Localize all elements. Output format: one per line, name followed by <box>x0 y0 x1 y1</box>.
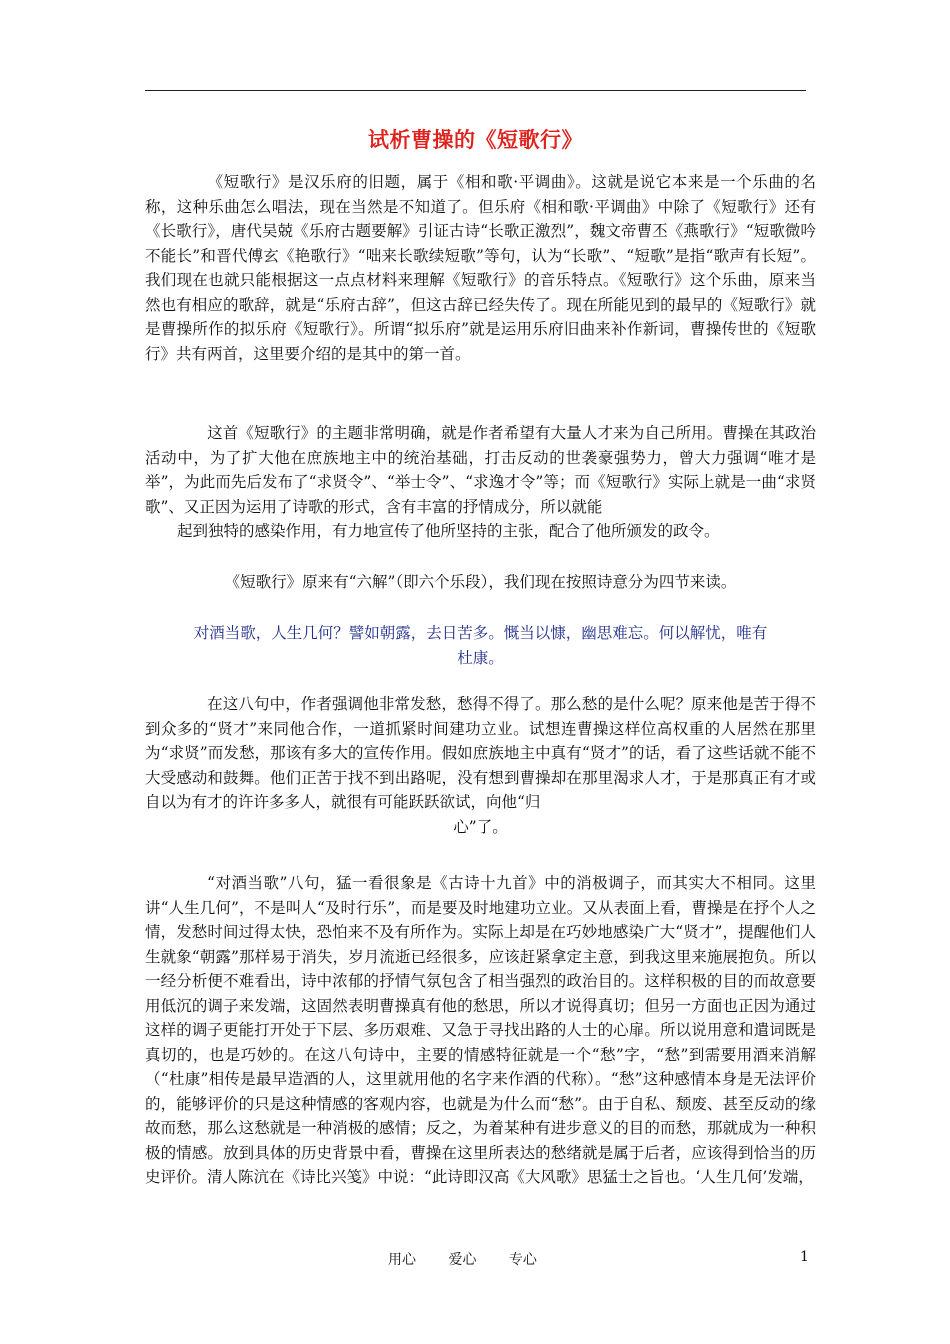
footer-motto-3: 专心 <box>508 1252 537 1268</box>
paragraph-3: 《短歌行》原来有“六解”（即六个乐段），我们现在按照诗意分为四节来读。 <box>224 573 737 591</box>
paragraph-5-text: “对酒当歌”八句，猛一看很象是《古诗十九首》中的消极调子，而其实大不相同。这里讲“人生几何”，不是叫人“及时行乐”，而是要及时地建功立业。又从表面上看，曹操是在抒个人之情，发愁时间过得太快，恐怕来不及有所作为。实际上却是在巧妙地感染广大“贤才”，提醒他们人生就象“朝露”那样易于消失，岁月流逝已经很多，应该赶紧拿定主意，到我这里来施展抱负。所以一经分析便不难看出，诗中浓郁的抒情气氛包含了相当强烈的政治目的。这样积极的目的而故意要用低沉的调子来发端，这固然表明曹操真有他的愁思，所以才说得真切；但另一方面也正因为通过这样的调子更能打开处于下层、多历艰难、又急于寻找出路的人士的心扉。所以说用意和遣词既是真切的，也是巧妙的。在这八句诗中，主要的情感特征就是一个“愁”字，“愁”到需要用酒来消解（“杜康”相传是最早造酒的人，这里就用他的名字来作酒的代称）。“愁”这种感情本身是无法评价的，能够评价的只是这种情感的客观内容，也就是为什么而“愁”。由于自私、颓废、甚至反动的缘故而愁，那么这愁就是一种消极的感情；反之，为着某种有进步意义的目的而愁，那就成为一种积极的情感。放到具体的历史背景中看，曹操在这里所表达的愁绪就是属于后者，应该得到恰当的历史评价。清人陈沆在《诗比兴笺》中说：“此诗即汉高《大风歌》思猛士之旨也。‘人生几何’发端， <box>145 874 816 1186</box>
paragraph-4 <box>145 692 816 839</box>
paragraph-5 <box>145 871 816 1190</box>
footer-motto-2: 爱心 <box>448 1252 477 1268</box>
page-number: 1 <box>800 1249 809 1265</box>
paragraph-2 <box>145 421 816 544</box>
page-title: 试析曹操的《短歌行》 <box>368 128 583 152</box>
paragraph-1 <box>145 170 816 366</box>
footer-motto <box>388 1249 565 1269</box>
poem-line-2: 杜康。 <box>457 648 504 667</box>
paragraph-2-last-line: 起到独特的感染作用，有力地宣传了他所坚持的主张，配合了他所颁发的政令。 <box>177 522 720 540</box>
header-rule <box>145 90 806 91</box>
paragraph-1-text: 《短歌行》是汉乐府的旧题，属于《相和歌·平调曲》。这就是说它本来是一个乐曲的名称，这种乐曲怎么唱法，现在当然是不知道了。但乐府《相和歌·平调曲》中除了《短歌行》还有《长歌行》，唐代吴兢《乐府古题要解》引证古诗“长歌正激烈”，魏文帝曹丕《燕歌行》“短歌微吟不能长”和晋代傅玄《艳歌行》“咄来长歌续短歌”等句，认为“长歌”、“短歌”是指“歌声有长短”。我们现在也就只能根据这一点点材料来理解《短歌行》的音乐特点。《短歌行》这个乐曲，原来当然也有相应的歌辞，就是“乐府古辞”，但这古辞已经失传了。现在所能见到的最早的《短歌行》就是曹操所作的拟乐府《短歌行》。所谓“拟乐府”就是运用乐府旧曲来补作新词，曹操传世的《短歌行》共有两首，这里要介绍的是其中的第一首。 <box>145 173 816 363</box>
poem-line-1: 对酒当歌，人生几何？譬如朝露，去日苦多。慨当以慷，幽思难忘。何以解忧，唯有 <box>193 624 768 642</box>
poem-quote <box>145 621 816 670</box>
paragraph-2-text: 这首《短歌行》的主题非常明确，就是作者希望有大量人才来为自己所用。曹操在其政治活动中，为了扩大他在庶族地主中的统治基础，打击反动的世袭豪强势力，曾大力强调“唯才是举”，为此而先后发布了“求贤令”、“举士令”、“求逸才令”等；而《短歌行》实际上就是一曲“求贤歌”、又正因为运用了诗歌的形式，含有丰富的抒情成分，所以就能 <box>145 424 816 516</box>
footer-motto-1: 用心 <box>388 1252 416 1268</box>
paragraph-4-end: 心”了。 <box>453 817 508 836</box>
paragraph-4-text: 在这八句中，作者强调他非常发愁，愁得不得了。那么愁的是什么呢？原来他是苦于得不到众多的“贤才”来同他合作，一道抓紧时间建功立业。试想连曹操这样位高权重的人居然在那里为“求贤”而发愁，那该有多大的宣传作用。假如庶族地主中真有“贤才”的话，看了这些话就不能不大受感动和鼓舞。他们正苦于找不到出路呢，没有想到曹操却在那里渴求人才，于是那真正有才或自以为有才的许许多多人，就很有可能跃跃欲试，向他“归 <box>145 695 816 811</box>
